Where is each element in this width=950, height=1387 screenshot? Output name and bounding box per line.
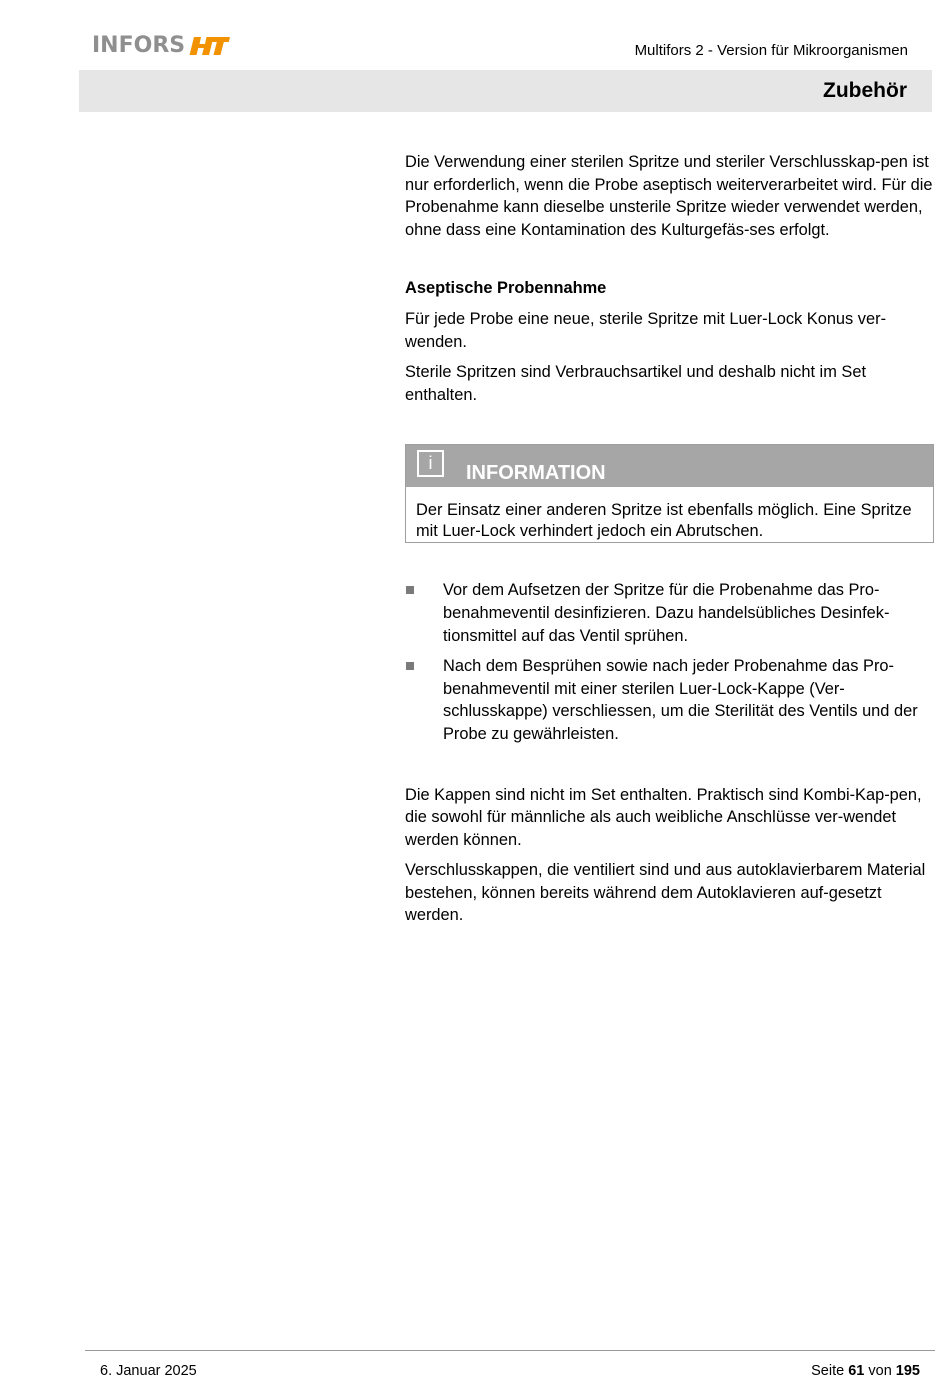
information-header <box>406 445 933 487</box>
page-mid: von <box>868 1363 892 1379</box>
square-bullet-icon <box>406 662 414 670</box>
paragraph-vented-caps: Verschlusskappen, die ventiliert sind und aus autoklavierbarem Material bestehen, können bereits während dem Autoklavieren auf-gesetzt werden. <box>405 861 926 925</box>
footer-date: 6. Januar 2025 <box>100 1363 197 1379</box>
list-item-text: Vor dem Aufsetzen der Spritze für die Probenahme das Pro-benahmeventil desinfizieren. Dazu handelsübliches Desinfek-tionsmittel auf das Ventil sprühen. <box>443 581 890 645</box>
paragraph-consumables: Sterile Spritzen sind Verbrauchsartikel und deshalb nicht im Set enthalten. <box>405 363 867 404</box>
information-box <box>405 444 934 543</box>
list-item <box>405 579 933 647</box>
infors-logo <box>92 34 231 58</box>
chapter-header-bar <box>79 70 932 112</box>
chapter-title: Zubehör <box>823 79 907 102</box>
instruction-list <box>405 579 933 745</box>
page-number <box>811 1362 920 1380</box>
paragraph-new-syringe: Für jede Probe eine neue, sterile Spritze mit Luer-Lock Konus ver-wenden. <box>405 309 887 351</box>
square-bullet-icon <box>406 586 414 594</box>
paragraph-caps: Die Kappen sind nicht im Set enthalten. Praktisch sind Kombi-Kap-pen, die sowohl für männliche als auch weibliche Anschlüsse ver-wendet werden können. <box>405 785 922 849</box>
logo-text: INFORS <box>92 33 186 58</box>
document-title: Multifors 2 - Version für Mikroorganismen <box>634 42 908 59</box>
intro-paragraph: Die Verwendung einer sterilen Spritze und steriler Verschlusskap-pen ist nur erforderlich, wenn die Probe aseptisch weiterverarbeitet wird. Für die Probenahme kann dieselbe unsterile Spritze wieder verwendet werden, ohne dass eine Kontamination des Kulturgefäs-ses erfolgt. <box>405 153 933 239</box>
main-content <box>405 151 933 927</box>
info-icon: i <box>417 450 444 477</box>
list-item <box>405 655 933 745</box>
information-title: INFORMATION <box>466 462 606 485</box>
footer-divider <box>85 1350 935 1351</box>
ht-logo-mark <box>189 34 231 58</box>
total-pages: 195 <box>895 1363 920 1379</box>
list-item-text: Nach dem Besprühen sowie nach jeder Probenahme das Pro-benahmeventil mit einer sterilen Luer-Lock-Kappe (Ver-schlusskappe) verschliessen, um die Sterilität des Ventils und der Probe zu gewährleisten. <box>443 657 918 743</box>
page-prefix: Seite <box>811 1363 845 1379</box>
information-text: Der Einsatz einer anderen Spritze ist ebenfalls möglich. Eine Spritze mit Luer-Lock verhindert jedoch ein Abrutschen. <box>416 501 912 540</box>
section-heading: Aseptische Probennahme <box>405 279 607 298</box>
current-page: 61 <box>848 1363 865 1379</box>
